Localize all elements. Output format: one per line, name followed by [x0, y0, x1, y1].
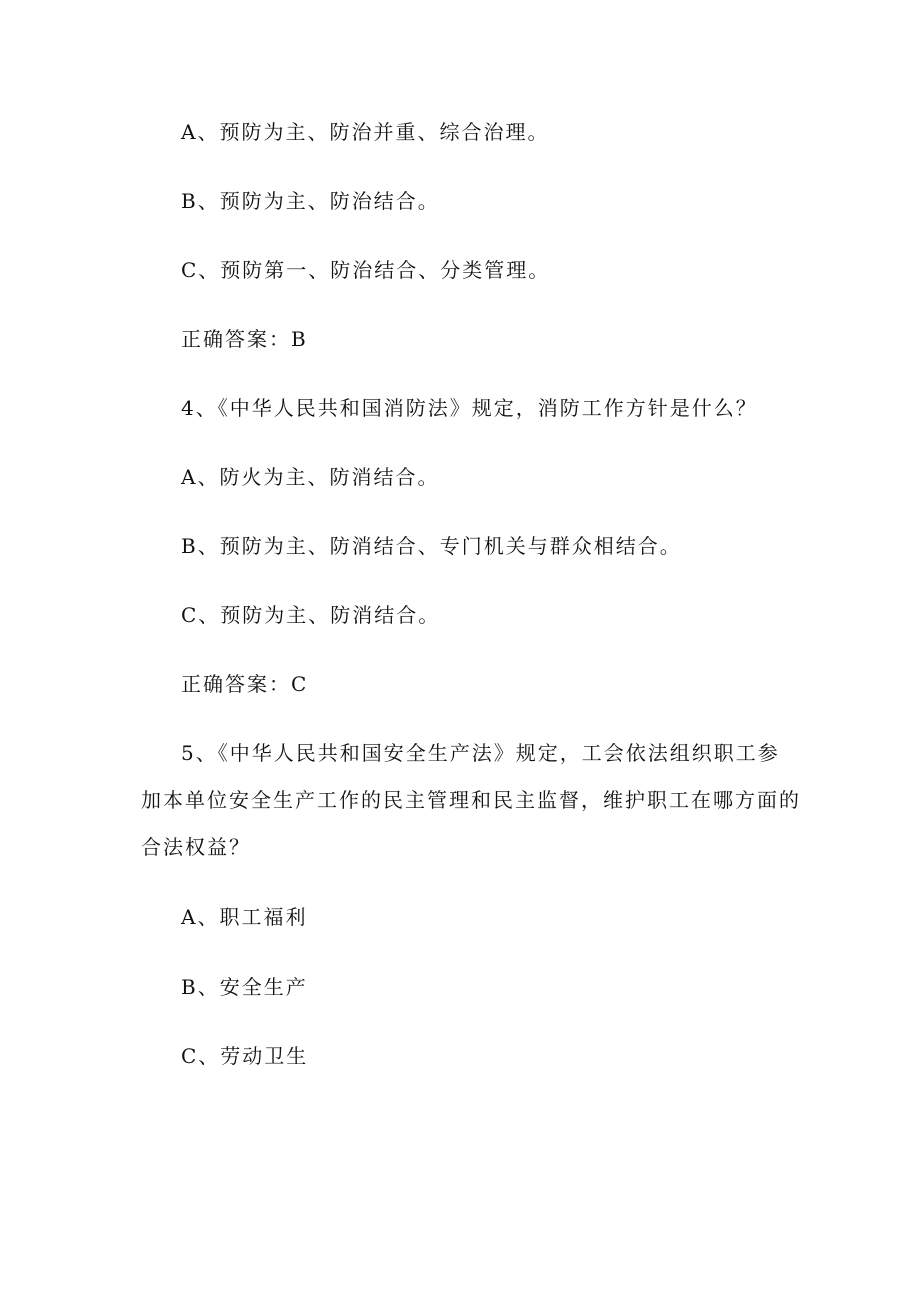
q5-question-line-2: 加本单位安全生产工作的民主管理和民主监督，维护职工在哪方面的 [141, 788, 801, 812]
q5-option-b: B、安全生产 [181, 975, 308, 999]
q5-question-line-1: 5、《中华人民共和国安全生产法》规定，工会依法组织职工参 [181, 741, 780, 765]
q3-option-b: B、预防为主、防治结合。 [181, 189, 440, 213]
q4-option-b: B、预防为主、防消结合、专门机关与群众相结合。 [181, 534, 682, 558]
q4-question: 4、《中华人民共和国消防法》规定，消防工作方针是什么？ [181, 396, 758, 420]
q4-answer: 正确答案：C [181, 672, 309, 696]
q4-option-a: A、防火为主、防消结合。 [181, 465, 440, 489]
q3-answer: 正确答案：B [181, 327, 308, 351]
q3-option-a: A、预防为主、防治并重、综合治理。 [181, 120, 550, 144]
q5-option-c: C、劳动卫生 [181, 1044, 309, 1068]
q5-question-line-3: 合法权益？ [141, 835, 251, 859]
q4-option-c: C、预防为主、防消结合。 [181, 603, 441, 627]
q5-option-a: A、职工福利 [181, 905, 308, 929]
q3-option-c: C、预防第一、防治结合、分类管理。 [181, 258, 551, 282]
